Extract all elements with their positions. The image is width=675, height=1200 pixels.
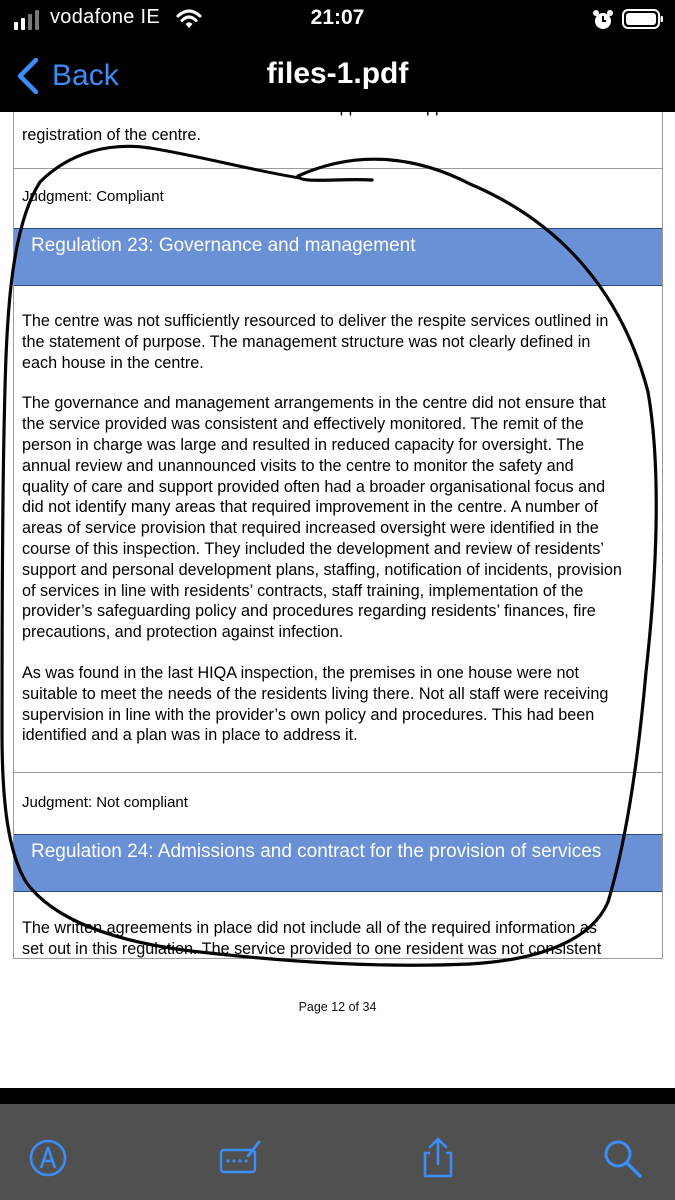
judgment-compliant: Judgment: Compliant bbox=[22, 188, 164, 205]
carrier-name: vodafone IE bbox=[50, 6, 161, 28]
status-time: 21:07 bbox=[310, 6, 365, 29]
table-divider bbox=[13, 772, 663, 773]
toolbar-separator bbox=[0, 1088, 675, 1104]
regulation-23-title: Regulation 23: Governance and management bbox=[31, 235, 416, 256]
paragraph-resourcing: The centre was not sufficiently resourced to deliver the respite services outlined in the statement of purpose. The management structure was not clearly defined in each house in the centre. bbox=[22, 312, 609, 372]
back-button-label: Back bbox=[52, 59, 119, 92]
regulation-24-header bbox=[14, 834, 662, 892]
table-divider bbox=[13, 168, 663, 169]
judgment-not-compliant: Judgment: Not compliant bbox=[22, 794, 188, 811]
regulation-23-header bbox=[14, 228, 662, 286]
status-bar bbox=[0, 0, 675, 40]
bottom-toolbar bbox=[0, 1104, 675, 1200]
pdf-page[interactable] bbox=[0, 98, 675, 1088]
share-button[interactable] bbox=[416, 1136, 460, 1180]
share-icon bbox=[416, 1136, 460, 1180]
fill-sign-button[interactable] bbox=[218, 1136, 262, 1180]
regulation-24-body: The written agreements in place did not include all of the required information as set out in this regulation. The service provided to one resident was not consistent bbox=[22, 919, 602, 958]
keyboard-pencil-icon bbox=[218, 1136, 262, 1180]
table-border-right bbox=[662, 112, 663, 958]
battery-icon bbox=[622, 9, 664, 29]
search-icon bbox=[600, 1136, 644, 1180]
alarm-clock-icon bbox=[591, 8, 615, 32]
table-bottom-border bbox=[13, 958, 663, 959]
regulation-23-body bbox=[22, 311, 662, 766]
markup-pen-icon bbox=[26, 1136, 70, 1180]
truncated-text-line: residents and was asked to submit this to support their application to renew the bbox=[22, 98, 588, 116]
top-bar bbox=[0, 0, 675, 112]
paragraph-governance: The governance and management arrangements in the centre did not ensure that the service provided was consistent and effectively monitored. The remit of the person in charge was large and resulted in reduced capacity for oversight. The annual review and unannounced visits to the centre to monitor the safety and quality of care and support provided often had a broader organisational focus and did not identify many areas that required improvement in the centre. A number of areas of service provision that required increased oversight were identified in the course of this inspection. They included the development and review of residents’ support and personal development plans, staffing, notification of incidents, provision of services in line with residents’ contracts, staff training, implementation of the provider’s safeguarding policy and procedures regarding residents’ finances, fire precautions, and protection against infection. bbox=[22, 394, 622, 642]
page-number: Page 12 of 34 bbox=[298, 1000, 377, 1014]
document-title: files-1.pdf bbox=[266, 57, 409, 90]
paragraph-premises: As was found in the last HIQA inspection, the premises in one house were not suitable to meet the needs of the residents living there. Not all staff were receiving supervision in line with the provider’s own policy and procedures. This had been identified and a plan was in place to address it. bbox=[22, 663, 609, 745]
navigation-bar bbox=[0, 48, 675, 104]
intro-text: registration of the centre. bbox=[22, 126, 202, 144]
markup-button[interactable] bbox=[26, 1136, 70, 1180]
search-button[interactable] bbox=[600, 1136, 644, 1180]
regulation-24-title: Regulation 24: Admissions and contract for the provision of services bbox=[31, 841, 602, 862]
